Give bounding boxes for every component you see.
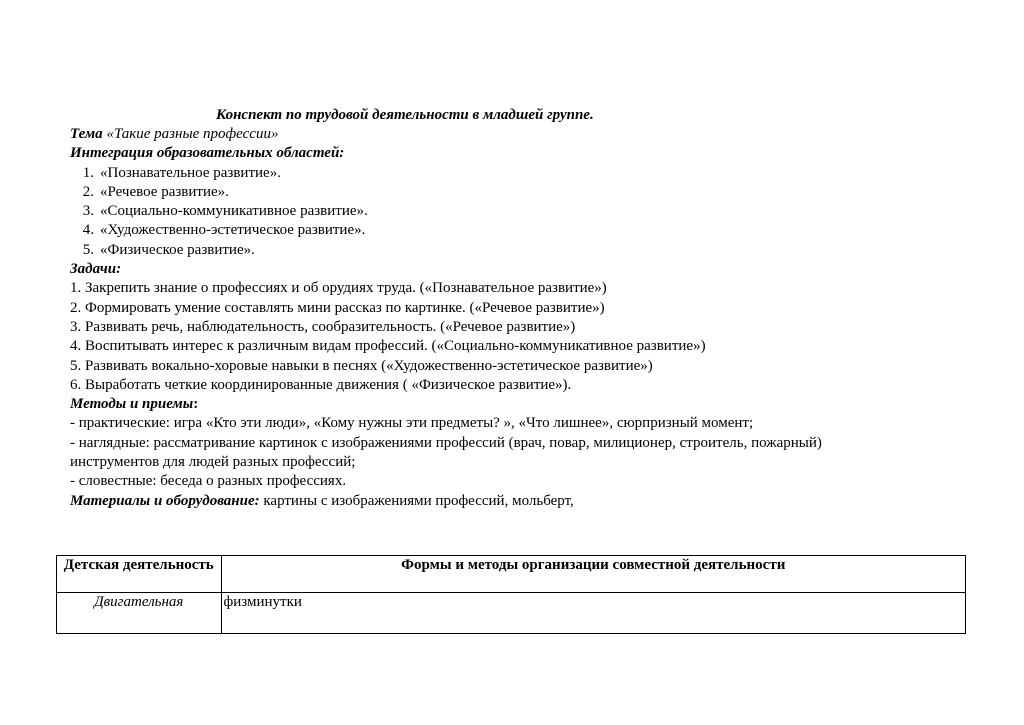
document-title: Конспект по трудовой деятельности в младшей группе.	[216, 107, 594, 123]
list-item: 5. «Физическое развитие».	[82, 241, 255, 258]
table-header-cell: Детская деятельность	[57, 556, 222, 593]
integration-heading: Интеграция образовательных областей:	[70, 145, 345, 162]
list-item: 4. «Художественно-эстетическое развитие».	[82, 222, 366, 239]
document-body	[70, 125, 970, 511]
materials-value: картины с изображениями профессий, мольберт,	[259, 492, 574, 509]
task-item: 5. Развивать вокально-хоровые навыки в песнях («Художественно-эстетическое развитие»)	[70, 357, 653, 374]
tasks-heading: Задачи:	[70, 261, 122, 278]
list-item-text: «Социально-коммуникативное развитие».	[100, 203, 368, 220]
tasks-list	[70, 279, 970, 395]
task-item: 6. Выработать четкие координированные движения ( «Физическое развитие»).	[70, 376, 572, 393]
method-line: инструментов для людей разных профессий;	[70, 454, 356, 471]
table-row	[57, 593, 966, 634]
list-item-text: «Художественно-эстетическое развитие».	[100, 222, 366, 239]
integration-list	[70, 164, 970, 260]
task-item: 3. Развивать речь, наблюдательность, сообразительность. («Речевое развитие»)	[70, 318, 576, 335]
list-item-text: «Физическое развитие».	[100, 241, 255, 258]
methods-heading-line	[70, 395, 970, 414]
methods-colon: :	[193, 396, 199, 413]
activity-table	[56, 555, 966, 634]
list-item-text: «Речевое развитие».	[100, 183, 229, 200]
task-item: 4. Воспитывать интерес к различным видам профессий. («Социально-коммуникативное развитие»)	[70, 338, 706, 355]
method-line: - словестные: беседа о разных профессиях.	[70, 473, 347, 490]
methods-list	[70, 414, 970, 491]
task-item: 2. Формировать умение составлять мини рассказ по картинке. («Речевое развитие»)	[70, 299, 605, 316]
table-header-row	[57, 556, 966, 593]
table-cell: Двигательная	[57, 593, 222, 634]
topic-label: Тема	[70, 126, 103, 142]
methods-heading: Методы и приемы	[70, 396, 194, 413]
list-item-text: «Познавательное развитие».	[100, 164, 281, 181]
table-header-cell: Формы и методы организации совместной деятельности	[221, 556, 965, 593]
method-line: - практические: игра «Кто эти люди», «Кому нужны эти предметы? », «Что лишнее», сюрпризный момент;	[70, 415, 754, 432]
method-line: - наглядные: рассматривание картинок с изображениями профессий (врач, повар, милиционер, строитель, пожарный)	[70, 434, 822, 451]
list-item: 2. «Речевое развитие».	[82, 183, 229, 200]
list-item: 3. «Социально-коммуникативное развитие».	[82, 203, 368, 220]
materials-label: Материалы и оборудование:	[70, 492, 260, 509]
topic-value: «Такие разные профессии»	[106, 126, 279, 142]
table-cell: физминутки	[221, 593, 965, 634]
materials-line	[70, 492, 970, 511]
list-item: 1. «Познавательное развитие».	[82, 164, 281, 181]
topic-line	[70, 125, 970, 144]
task-item: 1. Закрепить знание о профессиях и об орудиях труда. («Познавательное развитие»)	[70, 280, 607, 297]
